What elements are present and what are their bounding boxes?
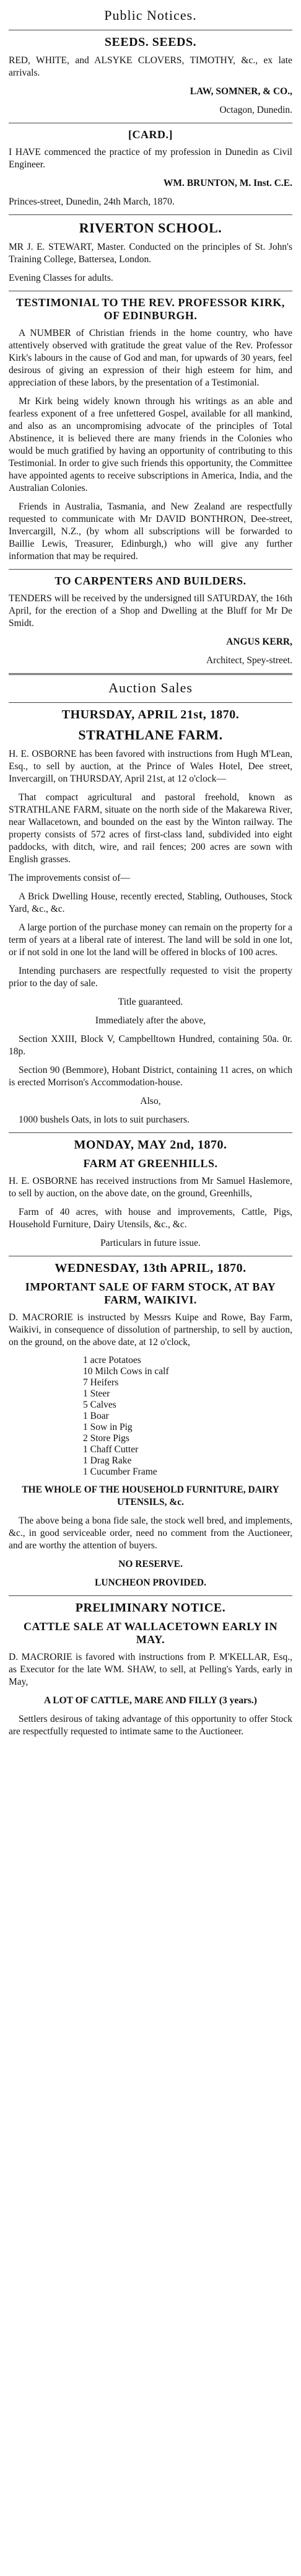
stock-item: 1 Boar [83, 1411, 109, 1421]
auction-1-para-4: A Brick Dwelling House, recently erected, Stabling, Outhouses, Stock Yard, &c., &c. [9, 891, 292, 914]
divider [9, 1595, 292, 1596]
auction-4-lot: A LOT OF CATTLE, MARE AND FILLY (3 years.) [44, 1695, 257, 1706]
carpenters-name: ANGUS KERR, [226, 637, 292, 647]
card-line-1: I HAVE commenced the practice of my profession in Dunedin as Civil Engineer. [9, 147, 292, 170]
auction-1-para-2: That compact agricultural and pastoral freehold, known as STRATHLANE FARM, situate on the north side of the Makarewa River, near Wallacetown, and bounded on the east by the Winton railway. The property consists of 572 acres of first-class land, subdivided into eight paddocks, with ditch, wire, and rail fences; 200 acres are sown with English grasses. [9, 792, 292, 865]
riverton-text: MR J. E. STEWART, Master. Conducted on the principles of St. John's Training College, Battersea, London. [9, 242, 292, 265]
auction-1-oats: 1000 bushels Oats, in lots to suit purchasers. [19, 1114, 190, 1125]
divider [9, 673, 292, 675]
auction-3-bona-fide: The above being a bona fide sale, the stock well bred, and implements, &c., in good serviceable order, need no comment from the Auctioneer, and are worthy the attention of buyers. [9, 1515, 292, 1551]
auction-4-date: PRELIMINARY NOTICE. [75, 1601, 226, 1615]
stock-item: 1 Cucumber Frame [83, 1467, 157, 1477]
auction-3-farm: IMPORTANT SALE OF FARM STOCK, AT BAY FARM, WAIKIVI. [25, 1281, 276, 1306]
riverton-heading: RIVERTON SCHOOL. [79, 220, 222, 236]
stock-item: 1 Chaff Cutter [83, 1444, 139, 1455]
seeds-company: LAW, SOMNER, & CO., [190, 86, 292, 97]
auction-1-title-guaranteed: Title guaranteed. [118, 997, 183, 1007]
card-heading: [CARD.] [128, 128, 173, 141]
stock-list [9, 1355, 292, 1478]
auction-3-date: WEDNESDAY, 13th APRIL, 1870. [55, 1261, 246, 1275]
auction-1-date: THURSDAY, APRIL 21st, 1870. [61, 708, 240, 721]
stock-item: 1 Drag Rake [83, 1455, 132, 1466]
auction-sales-title: Auction Sales [108, 680, 193, 695]
divider [9, 214, 292, 215]
auction-1-section-xxiii: Section XXIII, Block V, Campbelltown Hundred, containing 50a. 0r. 18p. [9, 1034, 292, 1057]
auction-2-para-2: Farm of 40 acres, with house and improvements, Cattle, Pigs, Household Furniture, Dairy Utensils, &c., &c. [9, 1207, 292, 1230]
auction-4-para-1: D. MACRORIE is favored with instructions from P. M'KELLAR, Esq., as Executor for the late WM. SHAW, to sell, at Pelling's Yards, early in May, [9, 1652, 292, 1687]
divider [9, 1132, 292, 1133]
auction-1-para-5: A large portion of the purchase money can remain on the property for a term of years at a liberal rate of interest. The land will be sold in one lot, or if not sold in one lot the land will be offered in blocks of 100 acres. [9, 922, 292, 958]
auction-1-para-3: The improvements consist of— [9, 873, 130, 883]
public-notices-title: Public Notices. [104, 7, 197, 23]
auction-2-para-1: H. E. OSBORNE has received instructions from Mr Samuel Haslemore, to sell by auction, on the above date, on the ground, Greenhills, [9, 1176, 292, 1199]
riverton-evening: Evening Classes for adults. [9, 273, 113, 283]
card-name: WM. BRUNTON, M. Inst. C.E. [163, 178, 292, 188]
seeds-location: Octagon, Dunedin. [219, 105, 292, 115]
divider [9, 702, 292, 703]
divider [9, 569, 292, 570]
testimonial-para-1: A NUMBER of Christian friends in the home country, who have attentively observed with gratitude the great value of the Rev. Professor Kirk's labours in the cause of God and man, for upwards of 30 years, feel desirous of giving an expression of their high esteem for him, and appreciation of these labors, by the presentation of a Testimonial. [9, 328, 292, 388]
seeds-heading: SEEDS. SEEDS. [104, 35, 197, 49]
auction-3-para-1: D. MACRORIE is instructed by Messrs Kuipe and Rowe, Bay Farm, Waikivi, in consequence of dissolution of partnership, to sell by auction, on the ground, on the above date, at 12 o'clock, [9, 1312, 292, 1348]
card-date: Princes-street, Dunedin, 24th March, 1870. [9, 196, 175, 207]
auction-1-immediately-after: Immediately after the above, [95, 1015, 206, 1026]
luncheon-provided: LUNCHEON PROVIDED. [95, 1577, 206, 1588]
auction-1-also: Also, [140, 1096, 161, 1106]
stock-item: 10 Milch Cows in calf [83, 1366, 169, 1377]
testimonial-heading: TESTIMONIAL TO THE REV. PROFESSOR KIRK, OF EDINBURGH. [16, 296, 285, 322]
testimonial-para-3: Friends in Australia, Tasmania, and New Zealand are respectfully requested to communicate with Mr DAVID BONTHRON, Dee-street, Invercargill, N.Z., (by whom all subscriptions will be forwarded to Baillie Lewis, Treasurer, Edinburgh,) who will give any further information that may be required. [9, 501, 292, 562]
carpenters-heading: TO CARPENTERS AND BUILDERS. [55, 575, 246, 587]
auction-4-farm: CATTLE SALE AT WALLACETOWN EARLY IN MAY. [23, 1620, 278, 1646]
stock-item: 1 Sow in Pig [83, 1422, 133, 1432]
carpenters-text: TENDERS will be received by the undersigned till SATURDAY, the 16th April, for the erection of a Shop and Dwelling at the Bluff for Mr De Smidt. [9, 593, 292, 629]
testimonial-para-2: Mr Kirk being widely known through his writings as an able and fearless exponent of a free unfettered Gospel, available for all mankind, and also as an uncompromising advocate of the principles of Total Abstinence, it is believed there are many friends in the Colonies who would be much gratified by having an opportunity of contributing to this Testimonial. In order to give such friends this opportunity, the Committee have appointed agents to receive subscriptions in America, India, and the Australian Colonies. [9, 396, 292, 493]
stock-item: 2 Store Pigs [83, 1433, 129, 1444]
stock-item: 7 Heifers [83, 1377, 119, 1388]
auction-1-para-6: Intending purchasers are respectfully requested to visit the property prior to the day of sale. [9, 966, 292, 989]
auction-2-farm: FARM AT GREENHILLS. [83, 1157, 218, 1170]
carpenters-title: Architect, Spey-street. [206, 655, 292, 666]
stock-item: 1 acre Potatoes [83, 1355, 141, 1365]
auction-1-farm: STRATHLANE FARM. [78, 727, 223, 743]
auction-2-date: MONDAY, MAY 2nd, 1870. [74, 1138, 227, 1152]
auction-3-furniture: THE WHOLE OF THE HOUSEHOLD FURNITURE, DAIRY UTENSILS, &c. [22, 1484, 279, 1507]
no-reserve: NO RESERVE. [118, 1559, 183, 1569]
auction-2-particulars: Particulars in future issue. [100, 1238, 201, 1248]
auction-4-settlers: Settlers desirous of taking advantage of this opportunity to offer Stock are respectfully requested to intimate same to the Auctioneer. [9, 1714, 292, 1737]
seeds-line-1: RED, WHITE, and ALSYKE CLOVERS, TIMOTHY, &c., ex late arrivals. [9, 55, 292, 78]
stock-item: 1 Steer [83, 1388, 110, 1399]
auction-1-section-90: Section 90 (Bemmore), Hobant District, containing 11 acres, on which is erected Morrison's Accommodation-house. [9, 1065, 292, 1088]
auction-1-para-1: H. E. OSBORNE has been favored with instructions from Hugh M'Lean, Esq., to sell by auction, at the Prince of Wales Hotel, Dee street, Invercargill, on THURSDAY, April 21st, at 12 o'clock— [9, 749, 292, 784]
stock-item: 5 Calves [83, 1400, 116, 1410]
